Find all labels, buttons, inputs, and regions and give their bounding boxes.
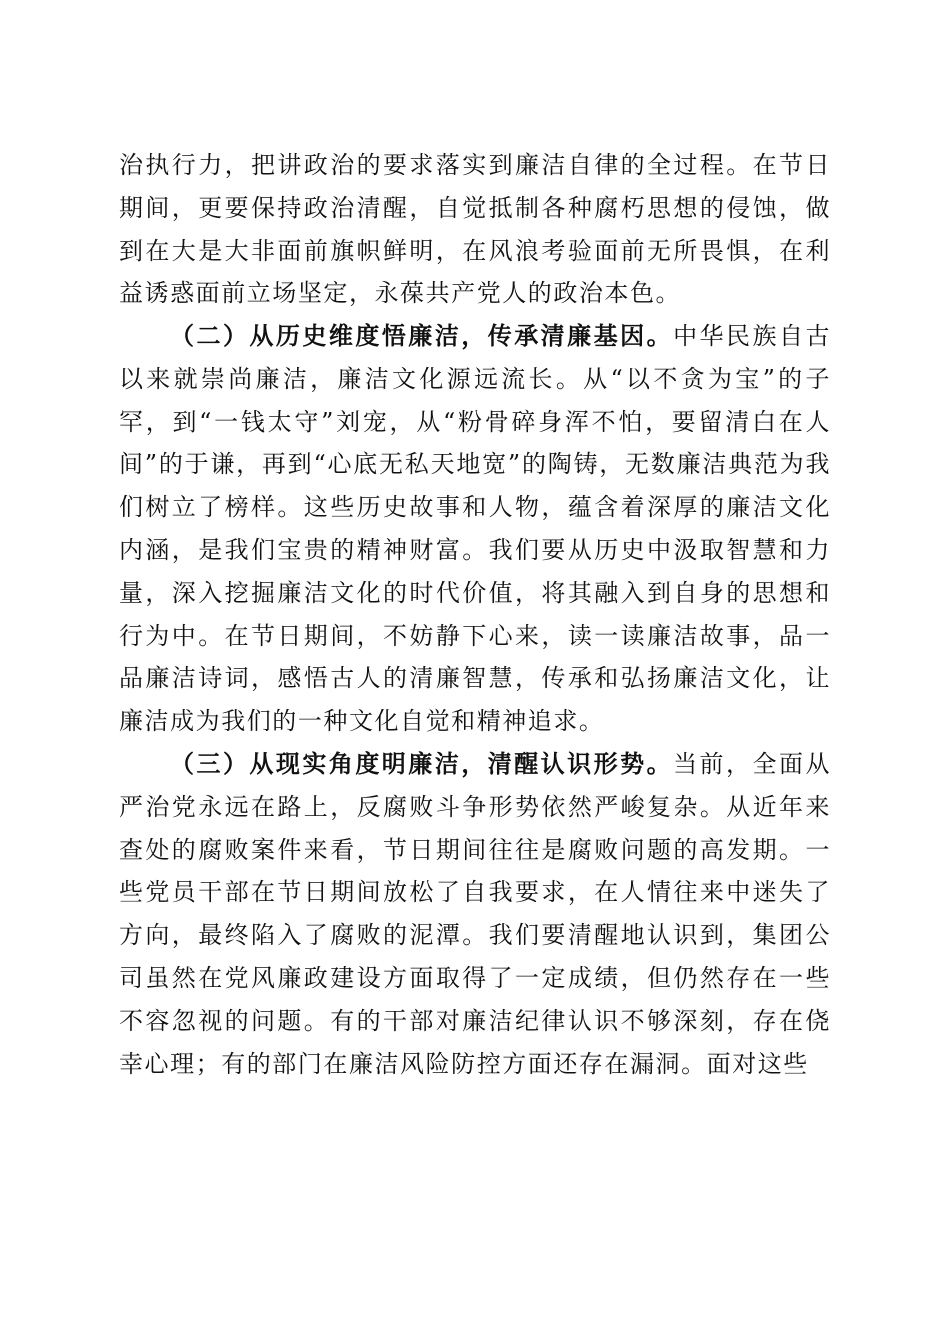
text-block-3 <box>119 743 831 1085</box>
paragraph-2-body: 中华民族自古以来就崇尚廉洁，廉洁文化源远流长。从“以不贪为宝”的子罕，到“一钱太守”刘宠，从“粉骨碎身浑不怕，要留清白在人间”的于谦，再到“心底无私天地宽”的陶铸，无数廉洁典范为我们树立了榜样。这些历史故事和人物，蕴含着深厚的廉洁文化内涵，是我们宝贵的精神财富。我们要从历史中汲取智慧和力量，深入挖掘廉洁文化的时代价值，将其融入到自身的思想和行为中。在节日期间，不妨静下心来，读一读廉洁故事，品一品廉洁诗词，感悟古人的清廉智慧，传承和弘扬廉洁文化，让廉洁成为我们的一种文化自觉和精神追求。 <box>119 322 831 736</box>
paragraph-3-text <box>119 743 831 1085</box>
text-block-1 <box>119 144 831 315</box>
paragraph-3-body: 当前，全面从严治党永远在路上，反腐败斗争形势依然严峻复杂。从近年来查处的腐败案件来看，节日期间往往是腐败问题的高发期。一些党员干部在节日期间放松了自我要求，在人情往来中迷失了方向，最终陷入了腐败的泥潭。我们要清醒地认识到，集团公司虽然在党风廉政建设方面取得了一定成绩，但仍然存在一些不容忽视的问题。有的干部对廉洁纪律认识不够深刻，存在侥幸心理；有的部门在廉洁风险防控方面还存在漏洞。面对这些 <box>119 750 831 1078</box>
paragraph-2-text <box>119 315 831 743</box>
paragraph-3 <box>119 743 831 1085</box>
paragraph-2 <box>119 315 831 743</box>
paragraph-1 <box>119 144 831 315</box>
paragraph-3-heading: （三）从现实角度明廉洁，清醒认识形势。 <box>170 749 674 778</box>
paragraph-1-body: 治执行力，把讲政治的要求落实到廉洁自律的全过程。在节日期间，更要保持政治清醒，自觉抵制各种腐朽思想的侵蚀，做到在大是大非面前旗帜鲜明，在风浪考验面前无所畏惧，在利益诱惑面前立场坚定，永葆共产党人的政治本色。 <box>119 151 831 308</box>
paragraph-2-heading: （二）从历史维度悟廉洁，传承清廉基因。 <box>170 321 674 350</box>
text-block-2 <box>119 315 831 743</box>
